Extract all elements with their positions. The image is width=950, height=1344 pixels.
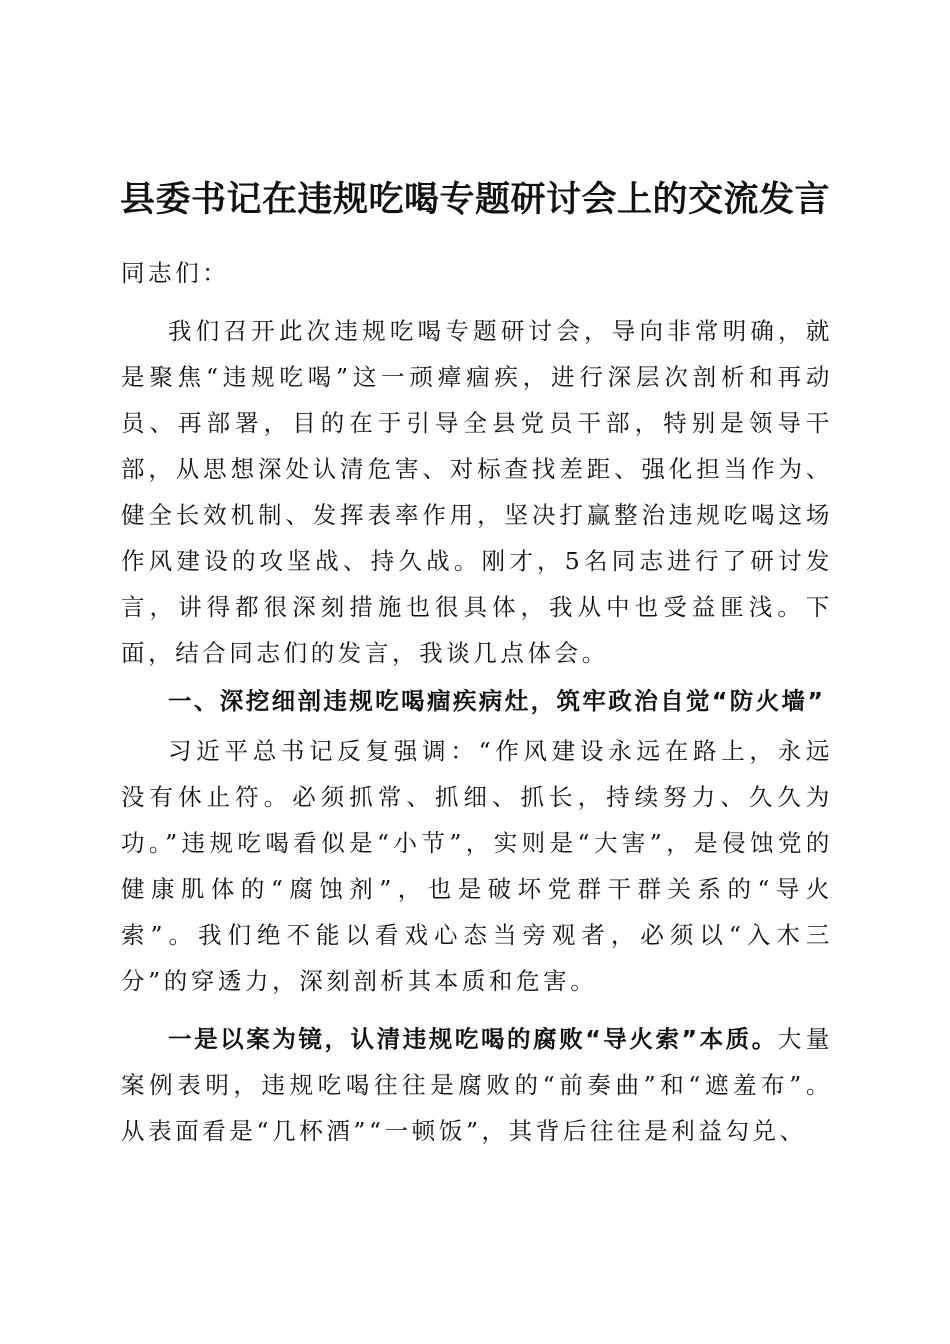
point-1-paragraph bbox=[121, 1016, 833, 1154]
document-body bbox=[121, 250, 833, 1154]
section-heading-1: 一、深挖细剖违规吃喝痼疾病灶，筑牢政治自觉“防火墙” bbox=[168, 687, 826, 715]
intro-paragraph: 我们召开此次违规吃喝专题研讨会，导向非常明确，就是聚焦“违规吃喝”这一顽瘴痼疾，进行深层次剖析和再动员、再部署，目的在于引导全县党员干部，特别是领导干部，从思想深处认清危害、对标查找差距、强化担当作为、健全长效机制、发挥表率作用，坚决打赢整治违规吃喝这场作风建设的攻坚战、持久战。刚才，5名同志进行了研讨发言，讲得都很深刻措施也很具体，我从中也受益匪浅。下面，结合同志们的发言，我谈几点体会。 bbox=[121, 317, 833, 667]
section-1-paragraph: 习近平总书记反复强调：“作风建设永远在路上，永远没有休止符。必须抓常、抓细、抓长，持续努力、久久为功。”违规吃喝看似是“小节”，实则是“大害”，是侵蚀党的健康肌体的“腐蚀剂”，也是破坏党群干群关系的“导火索”。我们绝不能以看戏心态当旁观者，必须以“入木三分”的穿透力，深刻剖析其本质和危害。 bbox=[121, 737, 833, 995]
document-title: 县委书记在违规吃喝专题研讨会上的交流发言 bbox=[119, 179, 830, 220]
salutation: 同志们： bbox=[121, 259, 230, 287]
point-1-body: 大量案例表明，违规吃喝往往是腐败的“前奏曲”和“遮羞布”。从表面看是“几杯酒”“一顿饭”，其背后往往是利益勾兑、 bbox=[121, 1025, 833, 1145]
point-1-lead: 一是以案为镜，认清违规吃喝的腐败“导火索”本质。 bbox=[168, 1025, 778, 1053]
